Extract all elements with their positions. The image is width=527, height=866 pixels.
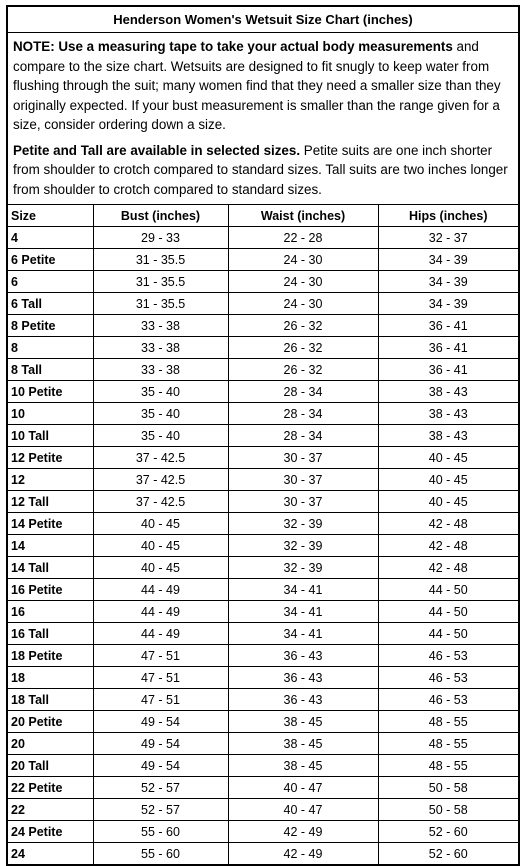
hips-cell: 42 - 48	[378, 557, 518, 579]
size-cell: 10	[8, 403, 93, 425]
table-row	[8, 227, 518, 249]
table-row	[8, 535, 518, 557]
bust-cell: 40 - 45	[93, 513, 228, 535]
waist-cell: 38 - 45	[228, 755, 378, 777]
table-row	[8, 821, 518, 843]
hips-cell: 44 - 50	[378, 623, 518, 645]
petite-tall-note-lead: Petite and Tall are available in selected sizes.	[13, 142, 301, 158]
hips-cell: 36 - 41	[378, 337, 518, 359]
hips-cell: 52 - 60	[378, 843, 518, 865]
table-row	[8, 733, 518, 755]
table-row	[8, 689, 518, 711]
waist-cell: 30 - 37	[228, 491, 378, 513]
table-row	[8, 271, 518, 293]
waist-cell: 28 - 34	[228, 425, 378, 447]
hips-cell: 50 - 58	[378, 777, 518, 799]
waist-cell: 24 - 30	[228, 271, 378, 293]
waist-cell: 40 - 47	[228, 799, 378, 821]
waist-cell: 22 - 28	[228, 227, 378, 249]
bust-cell: 52 - 57	[93, 777, 228, 799]
bust-cell: 49 - 54	[93, 755, 228, 777]
hips-cell: 32 - 37	[378, 227, 518, 249]
hips-cell: 44 - 50	[378, 579, 518, 601]
waist-cell: 34 - 41	[228, 601, 378, 623]
waist-cell: 32 - 39	[228, 513, 378, 535]
bust-cell: 31 - 35.5	[93, 293, 228, 315]
waist-cell: 30 - 37	[228, 469, 378, 491]
size-table	[8, 205, 518, 864]
table-row	[8, 777, 518, 799]
table-row	[8, 491, 518, 513]
size-cell: 18 Petite	[8, 645, 93, 667]
size-cell: 12	[8, 469, 93, 491]
table-row	[8, 557, 518, 579]
waist-cell: 28 - 34	[228, 403, 378, 425]
bust-cell: 47 - 51	[93, 667, 228, 689]
size-cell: 12 Tall	[8, 491, 93, 513]
waist-cell: 24 - 30	[228, 293, 378, 315]
size-cell: 20	[8, 733, 93, 755]
hips-cell: 44 - 50	[378, 601, 518, 623]
waist-cell: 42 - 49	[228, 821, 378, 843]
table-row	[8, 579, 518, 601]
hips-cell: 40 - 45	[378, 469, 518, 491]
bust-cell: 37 - 42.5	[93, 469, 228, 491]
petite-tall-note	[13, 141, 513, 200]
notes-section	[8, 33, 518, 205]
hips-column-header: Hips (inches)	[378, 205, 518, 227]
size-cell: 6 Petite	[8, 249, 93, 271]
size-cell: 8 Tall	[8, 359, 93, 381]
bust-cell: 47 - 51	[93, 689, 228, 711]
table-row	[8, 799, 518, 821]
size-cell: 6	[8, 271, 93, 293]
size-cell: 22	[8, 799, 93, 821]
chart-title: Henderson Women's Wetsuit Size Chart (inches)	[8, 7, 518, 33]
hips-cell: 38 - 43	[378, 425, 518, 447]
table-row	[8, 755, 518, 777]
waist-cell: 24 - 30	[228, 249, 378, 271]
waist-cell: 36 - 43	[228, 645, 378, 667]
size-cell: 8	[8, 337, 93, 359]
table-row	[8, 601, 518, 623]
bust-column-header: Bust (inches)	[93, 205, 228, 227]
size-cell: 4	[8, 227, 93, 249]
waist-cell: 38 - 45	[228, 711, 378, 733]
size-cell: 10 Tall	[8, 425, 93, 447]
size-cell: 18 Tall	[8, 689, 93, 711]
hips-cell: 40 - 45	[378, 491, 518, 513]
hips-cell: 46 - 53	[378, 689, 518, 711]
size-chart	[6, 5, 520, 866]
bust-cell: 33 - 38	[93, 337, 228, 359]
table-row	[8, 711, 518, 733]
hips-cell: 34 - 39	[378, 249, 518, 271]
hips-cell: 34 - 39	[378, 271, 518, 293]
hips-cell: 36 - 41	[378, 359, 518, 381]
hips-cell: 52 - 60	[378, 821, 518, 843]
bust-cell: 35 - 40	[93, 381, 228, 403]
table-row	[8, 513, 518, 535]
table-row	[8, 447, 518, 469]
waist-cell: 32 - 39	[228, 535, 378, 557]
hips-cell: 38 - 43	[378, 381, 518, 403]
table-row	[8, 425, 518, 447]
bust-cell: 49 - 54	[93, 711, 228, 733]
waist-cell: 42 - 49	[228, 843, 378, 865]
waist-cell: 30 - 37	[228, 447, 378, 469]
hips-cell: 48 - 55	[378, 711, 518, 733]
table-body	[8, 227, 518, 865]
bust-cell: 44 - 49	[93, 623, 228, 645]
table-row	[8, 337, 518, 359]
size-cell: 24	[8, 843, 93, 865]
waist-cell: 36 - 43	[228, 689, 378, 711]
hips-cell: 36 - 41	[378, 315, 518, 337]
waist-cell: 34 - 41	[228, 579, 378, 601]
hips-cell: 40 - 45	[378, 447, 518, 469]
bust-cell: 44 - 49	[93, 579, 228, 601]
waist-cell: 34 - 41	[228, 623, 378, 645]
bust-cell: 31 - 35.5	[93, 271, 228, 293]
hips-cell: 46 - 53	[378, 645, 518, 667]
bust-cell: 35 - 40	[93, 425, 228, 447]
waist-cell: 38 - 45	[228, 733, 378, 755]
size-cell: 14	[8, 535, 93, 557]
bust-cell: 33 - 38	[93, 315, 228, 337]
waist-cell: 26 - 32	[228, 337, 378, 359]
size-cell: 20 Tall	[8, 755, 93, 777]
size-cell: 16 Petite	[8, 579, 93, 601]
size-cell: 24 Petite	[8, 821, 93, 843]
bust-cell: 47 - 51	[93, 645, 228, 667]
table-header-row	[8, 205, 518, 227]
table-row	[8, 623, 518, 645]
size-cell: 20 Petite	[8, 711, 93, 733]
bust-cell: 33 - 38	[93, 359, 228, 381]
size-cell: 14 Tall	[8, 557, 93, 579]
table-row	[8, 315, 518, 337]
waist-cell: 40 - 47	[228, 777, 378, 799]
table-row	[8, 293, 518, 315]
bust-cell: 37 - 42.5	[93, 491, 228, 513]
size-cell: 22 Petite	[8, 777, 93, 799]
size-cell: 12 Petite	[8, 447, 93, 469]
waist-cell: 26 - 32	[228, 315, 378, 337]
size-cell: 10 Petite	[8, 381, 93, 403]
size-cell: 8 Petite	[8, 315, 93, 337]
hips-cell: 48 - 55	[378, 755, 518, 777]
waist-column-header: Waist (inches)	[228, 205, 378, 227]
measuring-note-body: and compare to the size chart. Wetsuits are designed to fit snugly to keep water from flushing through the suit; many women find that they need a smaller size than they originally expected. If your bust measurement is smaller than the range given for a size, consider ordering down a size.	[13, 39, 501, 132]
table-row	[8, 645, 518, 667]
size-cell: 18	[8, 667, 93, 689]
size-cell: 16 Tall	[8, 623, 93, 645]
bust-cell: 49 - 54	[93, 733, 228, 755]
bust-cell: 35 - 40	[93, 403, 228, 425]
size-cell: 6 Tall	[8, 293, 93, 315]
bust-cell: 37 - 42.5	[93, 447, 228, 469]
hips-cell: 50 - 58	[378, 799, 518, 821]
bust-cell: 40 - 45	[93, 557, 228, 579]
hips-cell: 48 - 55	[378, 733, 518, 755]
hips-cell: 46 - 53	[378, 667, 518, 689]
bust-cell: 52 - 57	[93, 799, 228, 821]
bust-cell: 44 - 49	[93, 601, 228, 623]
table-row	[8, 667, 518, 689]
table-row	[8, 843, 518, 865]
size-column-header: Size	[8, 205, 93, 227]
size-cell: 14 Petite	[8, 513, 93, 535]
waist-cell: 36 - 43	[228, 667, 378, 689]
table-row	[8, 249, 518, 271]
size-cell: 16	[8, 601, 93, 623]
bust-cell: 31 - 35.5	[93, 249, 228, 271]
waist-cell: 26 - 32	[228, 359, 378, 381]
measuring-note-lead: NOTE: Use a measuring tape to take your actual body measurements	[13, 39, 453, 54]
hips-cell: 38 - 43	[378, 403, 518, 425]
hips-cell: 34 - 39	[378, 293, 518, 315]
waist-cell: 32 - 39	[228, 557, 378, 579]
table-row	[8, 403, 518, 425]
bust-cell: 40 - 45	[93, 535, 228, 557]
bust-cell: 55 - 60	[93, 821, 228, 843]
waist-cell: 28 - 34	[228, 381, 378, 403]
bust-cell: 55 - 60	[93, 843, 228, 865]
petite-tall-note-body: Petite suits are one inch shorter from shoulder to crotch compared to standard sizes. Tall suits are two inches longer from shoulder to crotch compared to standard sizes.	[13, 142, 508, 197]
table-row	[8, 381, 518, 403]
hips-cell: 42 - 48	[378, 535, 518, 557]
table-row	[8, 359, 518, 381]
hips-cell: 42 - 48	[378, 513, 518, 535]
bust-cell: 29 - 33	[93, 227, 228, 249]
table-row	[8, 469, 518, 491]
measuring-note	[13, 37, 513, 135]
